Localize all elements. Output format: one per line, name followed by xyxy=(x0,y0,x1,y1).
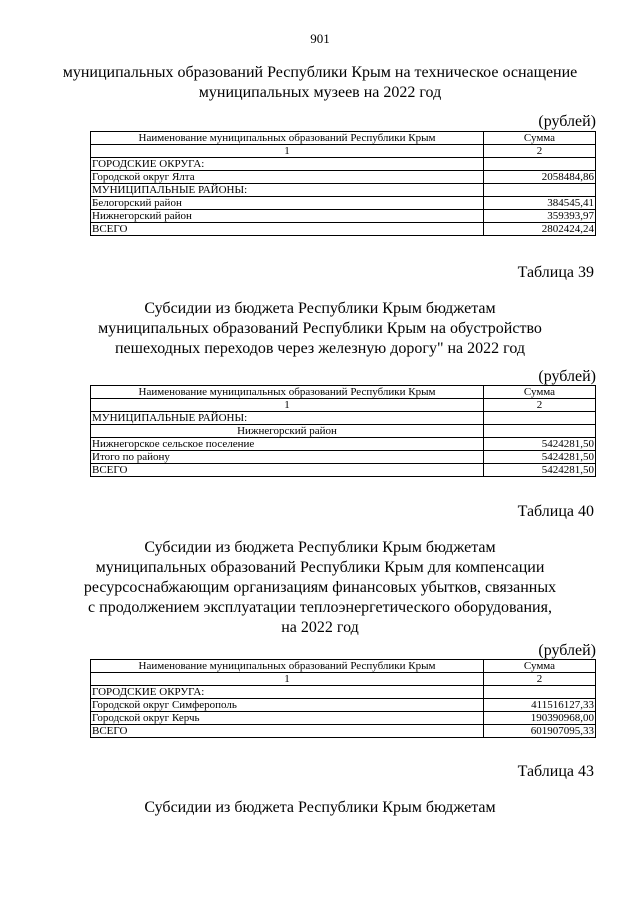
total-sum: 2802424,24 xyxy=(484,223,596,236)
table-39 xyxy=(90,385,596,477)
table-40-heading xyxy=(60,538,580,638)
table-row xyxy=(91,171,596,184)
column-header-name: Наименование муниципальных образований Республики Крым xyxy=(91,386,484,399)
table-row xyxy=(91,412,596,425)
heading-line: муниципальных образований Республики Крым на техническое оснащение xyxy=(62,64,578,81)
row-sum: 5424281,50 xyxy=(484,438,596,451)
row-sum xyxy=(484,425,596,438)
row-name: ГОРОДСКИЕ ОКРУГА: xyxy=(91,686,484,699)
column-number: 2 xyxy=(484,145,596,158)
total-label: ВСЕГО xyxy=(91,464,484,477)
district-name: Нижнегорский район xyxy=(91,425,484,438)
heading-line: на 2022 год xyxy=(281,619,359,636)
column-header-sum: Сумма xyxy=(484,132,596,145)
total-sum: 601907095,33 xyxy=(484,725,596,738)
row-name: Белогорский район xyxy=(91,197,484,210)
table-header-row xyxy=(91,132,596,145)
table-header-row xyxy=(91,660,596,673)
subtotal-sum: 5424281,50 xyxy=(484,451,596,464)
row-sum: 190390968,00 xyxy=(484,712,596,725)
total-row xyxy=(91,223,596,236)
table-39-label: Таблица 39 xyxy=(517,264,594,281)
heading-line: муниципальных образований Республики Крым для компенсации xyxy=(95,559,545,576)
table-row xyxy=(91,158,596,171)
column-number: 1 xyxy=(91,145,484,158)
row-name: Нижнегорское сельское поселение xyxy=(91,438,484,451)
column-header-name: Наименование муниципальных образований Республики Крым xyxy=(91,660,484,673)
row-sum xyxy=(484,686,596,699)
row-sum: 2058484,86 xyxy=(484,171,596,184)
column-header-name: Наименование муниципальных образований Республики Крым xyxy=(91,132,484,145)
heading-line: Субсидии из бюджета Республики Крым бюджетам xyxy=(144,300,496,317)
total-label: ВСЕГО xyxy=(91,223,484,236)
heading-line: муниципальных музеев на 2022 год xyxy=(198,84,442,101)
row-name: ГОРОДСКИЕ ОКРУГА: xyxy=(91,158,484,171)
table-43-heading xyxy=(60,798,580,818)
heading-line: муниципальных образований Республики Крым на обустройство xyxy=(98,320,542,337)
row-sum: 384545,41 xyxy=(484,197,596,210)
total-row xyxy=(91,725,596,738)
table-row xyxy=(91,197,596,210)
row-sum xyxy=(484,158,596,171)
heading-line: Субсидии из бюджета Республики Крым бюджетам xyxy=(144,799,496,816)
subtotal-label: Итого по району xyxy=(91,451,484,464)
heading-line: с продолжением эксплуатации теплоэнергетического оборудования, xyxy=(88,599,552,616)
table-row xyxy=(91,686,596,699)
row-sum xyxy=(484,412,596,425)
table-row xyxy=(91,699,596,712)
column-number: 2 xyxy=(484,399,596,412)
table-row xyxy=(91,438,596,451)
table-top xyxy=(90,131,596,236)
row-name: Городской округ Керчь xyxy=(91,712,484,725)
table-row xyxy=(91,712,596,725)
heading-line: ресурсоснабжающим организациям финансовых убытков, связанных xyxy=(83,579,557,596)
column-number-row xyxy=(91,673,596,686)
row-sum: 359393,97 xyxy=(484,210,596,223)
units-label: (рублей) xyxy=(538,113,596,130)
section-name: МУНИЦИПАЛЬНЫЕ РАЙОНЫ: xyxy=(91,412,484,425)
row-name: МУНИЦИПАЛЬНЫЕ РАЙОНЫ: xyxy=(91,184,484,197)
table-row xyxy=(91,184,596,197)
table-40-label: Таблица 40 xyxy=(517,503,594,520)
units-label: (рублей) xyxy=(538,368,596,385)
table-39-heading xyxy=(60,299,580,359)
row-sum: 411516127,33 xyxy=(484,699,596,712)
table-row xyxy=(91,210,596,223)
units-label: (рублей) xyxy=(538,642,596,659)
row-name: Нижнегорский район xyxy=(91,210,484,223)
total-row xyxy=(91,464,596,477)
column-header-sum: Сумма xyxy=(484,386,596,399)
row-name: Городской округ Ялта xyxy=(91,171,484,184)
heading-line: Субсидии из бюджета Республики Крым бюджетам xyxy=(144,539,496,556)
heading-line: пешеходных переходов через железную дорогу" на 2022 год xyxy=(114,340,525,357)
column-number-row xyxy=(91,145,596,158)
column-number: 2 xyxy=(484,673,596,686)
table-header-row xyxy=(91,386,596,399)
table-row xyxy=(91,425,596,438)
total-sum: 5424281,50 xyxy=(484,464,596,477)
table-top-heading xyxy=(60,63,580,103)
column-number-row xyxy=(91,399,596,412)
total-label: ВСЕГО xyxy=(91,725,484,738)
row-sum xyxy=(484,184,596,197)
page-number: 901 xyxy=(310,31,330,46)
table-40 xyxy=(90,659,596,738)
table-43-label: Таблица 43 xyxy=(517,763,594,780)
subtotal-row xyxy=(91,451,596,464)
column-number: 1 xyxy=(91,399,484,412)
column-header-sum: Сумма xyxy=(484,660,596,673)
row-name: Городской округ Симферополь xyxy=(91,699,484,712)
column-number: 1 xyxy=(91,673,484,686)
